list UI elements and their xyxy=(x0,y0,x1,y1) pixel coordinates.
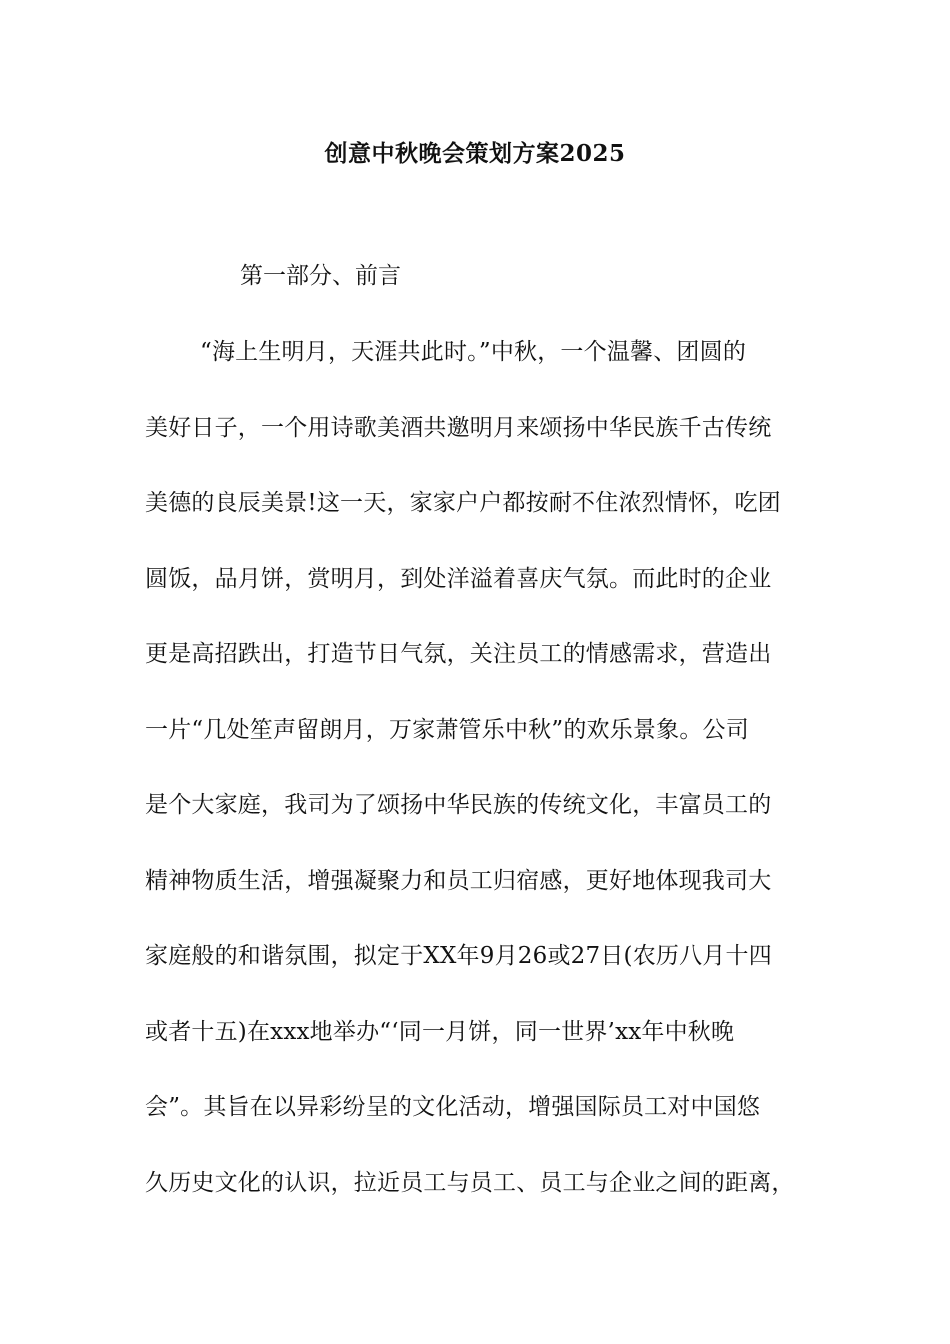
paragraph-line: “海上生明月，天涯共此时。”中秋，一个温馨、团圆的 xyxy=(200,339,747,365)
paragraph-line: 是个大家庭，我司为了颂扬中华民族的传统文化，丰富员工的 xyxy=(145,792,772,818)
paragraph-line: 会”。其旨在以异彩纷呈的文化活动，增强国际员工对中国悠 xyxy=(145,1094,761,1120)
paragraph xyxy=(145,336,815,1242)
paragraph-line: 久历史文化的认识，拉近员工与员工、员工与企业之间的距离， xyxy=(145,1169,795,1196)
section-heading: 第一部分、前言 xyxy=(240,263,401,289)
paragraph-line: 美德的良辰美景!这一天，家家户户都按耐不住浓烈情怀，吃团 xyxy=(145,490,781,516)
paragraph-line: 精神物质生活，增强凝聚力和员工归宿感，更好地体现我司大 xyxy=(145,867,772,894)
document-title: 创意中秋晚会策划方案2025 xyxy=(324,140,626,167)
paragraph-line: 圆饭，品月饼，赏明月，到处洋溢着喜庆气氛。而此时的企业 xyxy=(145,565,772,592)
paragraph-line: 家庭般的和谐氛围，拟定于XX年9月26或27日(农历八月十四 xyxy=(145,943,772,969)
paragraph-line: 或者十五)在xxx地举办“‘同一月饼，同一世界’xx年中秋晚 xyxy=(145,1018,735,1045)
paragraph-line: 更是高招跌出，打造节日气氛，关注员工的情感需求，营造出 xyxy=(145,641,772,667)
paragraph-line: 美好日子，一个用诗歌美酒共邀明月来颂扬中华民族千古传统 xyxy=(145,414,772,441)
paragraph-line: 一片“几处笙声留朗月，万家萧管乐中秋”的欢乐景象。公司 xyxy=(145,716,749,743)
